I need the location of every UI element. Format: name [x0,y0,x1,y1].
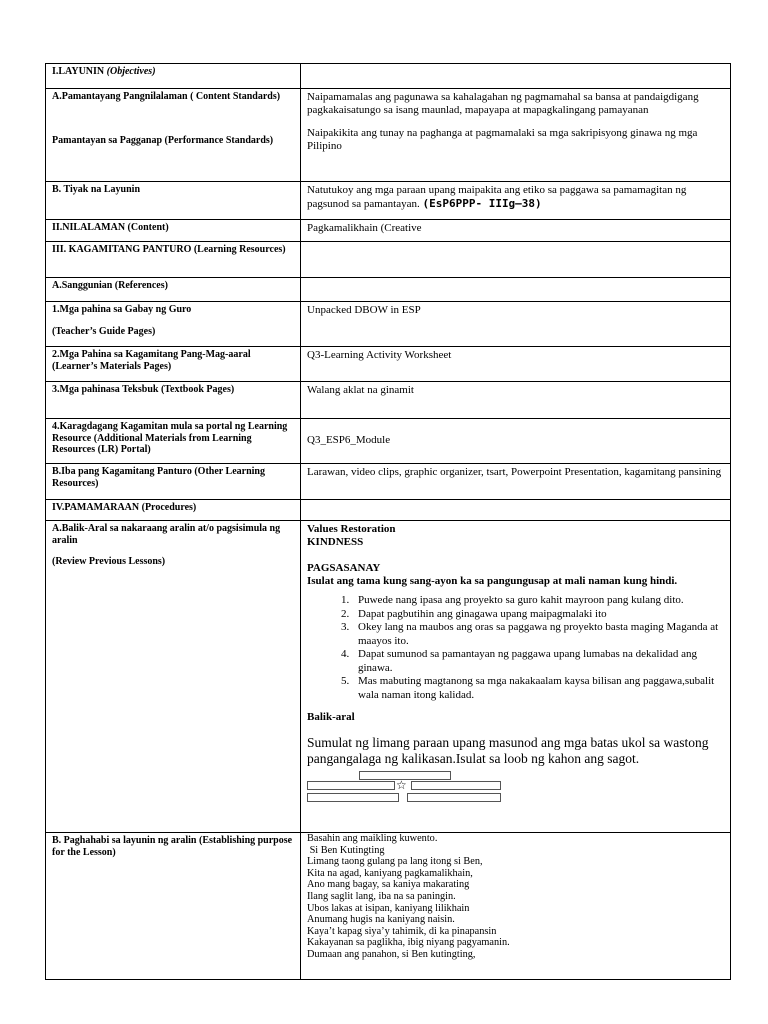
answer-box-bottom-left[interactable] [307,793,399,802]
row-teksbuk [46,382,731,419]
row-kagamitang-pang-mag-aaral [46,347,731,382]
value-pamamaraan [301,500,731,521]
value-kagamitang-panturo [301,242,731,278]
row-pamantayan [46,89,731,182]
poem-line: Ilang saglit lang, iba na sa paningin. [307,890,456,902]
row-nilalaman [46,220,731,242]
label-pamantayang-pangnilalaman: A.Pamantayang Pangnilalaman ( Content Standards) [52,91,281,102]
label-nilalaman: II.NILALAMAN (Content) [46,220,301,242]
list-item: 5. Mas mabuting magtanong sa mga nakakaalam kaysa bilisan ang paggawa,subalit wala naman itong kalidad. [352,675,724,702]
tiyak-na-layunin-text: Natutukoy ang mga paraan upang maipakita ang etiko sa paggawa sa pamamagitan ng pagsunod sa pamantayan. [307,184,687,210]
values-restoration: Values Restoration [307,523,396,535]
balik-aral-heading: Balik-aral [307,711,355,723]
row-iba-pang-kagamitan [46,464,731,500]
row-gabay-ng-guro [46,302,731,347]
poem-line: Kakayanan sa paglikha, ibig niyang pagyamanin. [307,937,510,949]
kindness: KINDNESS [307,536,364,548]
value-iba-pang-kagamitan: Larawan, video clips, graphic organizer, tsart, Powerpoint Presentation, kagamitang pansining [301,464,731,500]
label-balik-aral-main: A.Balik-Aral sa nakaraang aralin at/o pagsisimula ng aralin [52,523,281,546]
poem-line: Ano mang bagay, sa kaniya makarating [307,879,470,891]
star-icon: ☆ [396,778,407,792]
poem-line: Limang taong gulang pa lang itong si Ben, [307,856,483,868]
value-kagamitang-pang-mag-aaral: Q3-Learning Activity Worksheet [301,347,731,382]
value-pamantayan [301,89,731,182]
poem-line: Kaya’t kapag siya’y tahimik, di ka pinapansin [307,925,497,937]
answer-box-left[interactable] [307,781,395,790]
value-nilalaman: Pagkamalikhain (Creative [301,220,731,242]
label-paghahabi: B. Paghahabi sa layunin ng aralin (Establishing purpose for the Lesson) [46,833,301,980]
list-item: 1. Puwede nang ipasa ang proyekto sa guro kahit mayroon pang kulang dito. [352,594,724,608]
label-karagdagang-kagamitan: 4.Karagdagang Kagamitan mula sa portal ng Learning Resource (Additional Materials from Learning Resources (LR) Portal) [46,419,301,464]
pagsasanay-instruction: Isulat ang tama kung sang-ayon ka sa pangungusap at mali naman kung hindi. [307,575,678,587]
value-sanggunian [301,278,731,302]
poem-line: Dumaan ang panahon, si Ben kutingting, [307,948,476,960]
row-layunin [46,64,731,89]
poem-line: Ubos lakas at isipan, kaniyang lilikhain [307,902,470,914]
label-pamamaraan: IV.PAMAMARAAN (Procedures) [46,500,301,521]
row-karagdagang-kagamitan [46,419,731,464]
value-layunin [301,64,731,89]
label-gabay-ng-guro-main: 1.Mga pahina sa Gabay ng Guro [52,304,192,315]
answer-box-bottom-right[interactable] [407,793,501,802]
list-item: 4. Dapat sumunod sa pamantayan ng paggawa upang lumabas na dekalidad ang ginawa. [352,648,724,675]
pagsasanay-list [307,594,724,702]
label-sanggunian: A.Sanggunian (References) [46,278,301,302]
poem-line: Basahin ang maikling kuwento. [307,833,438,844]
list-item: 3. Okey lang na maubos ang oras sa paggawa ng proyekto basta maging Maganda at maayos ito. [352,621,724,648]
label-pamantayan [46,89,301,182]
lesson-plan-table [45,63,731,980]
row-balik-aral [46,521,731,833]
value-balik-aral [301,521,731,833]
label-gabay-ng-guro-sub: (Teacher’s Guide Pages) [52,325,156,337]
value-gabay-ng-guro: Unpacked DBOW in ESP [301,302,731,347]
value-paghahabi [301,833,731,980]
poem-line: Si Ben Kutingting [307,844,385,856]
label-kagamitang-pang-mag-aaral: 2.Mga Pahina sa Kagamitang Pang-Mag-aaral (Learner’s Materials Pages) [46,347,301,382]
row-tiyak-na-layunin [46,182,731,220]
row-sanggunian [46,278,731,302]
label-layunin [46,64,301,89]
row-pamamaraan [46,500,731,521]
list-item: 2. Dapat pagbutihin ang ginagawa upang maipagmalaki ito [352,608,724,622]
label-tiyak-na-layunin: B. Tiyak na Layunin [46,182,301,220]
label-layunin-bold: I.LAYUNIN [52,66,105,77]
answer-boxes [307,771,724,805]
label-gabay-ng-guro [46,302,301,347]
pagsasanay-heading: PAGSASANAY [307,562,381,574]
answer-box-right[interactable] [411,781,501,790]
label-teksbuk: 3.Mga pahinasa Teksbuk (Textbook Pages) [46,382,301,419]
label-iba-pang-kagamitan: B.Iba pang Kagamitang Panturo (Other Learning Resources) [46,464,301,500]
label-balik-aral [46,521,301,833]
value-karagdagang-kagamitan: Q3_ESP6_Module [301,419,731,464]
label-balik-aral-sub: (Review Previous Lessons) [52,556,166,567]
label-pamantayan-sa-pagganap: Pamantayan sa Pagganap (Performance Standards) [52,134,274,146]
poem-line: Anumang hugis na kaniyang naisin. [307,914,455,926]
tiyak-na-layunin-code: (EsP6PPP- IIIg–38) [422,197,542,210]
poem-line: Kita na agad, kaniyang pagkamalikhain, [307,867,473,879]
value-pamantayan-sa-pagganap: Naipakikita ang tunay na paghanga at pagmamalaki sa mga sakripisyong ginawa ng mga Pilipino [307,127,698,152]
label-kagamitang-panturo: III. KAGAMITANG PANTURO (Learning Resources) [46,242,301,278]
label-layunin-italic: (Objectives) [104,66,156,77]
value-pamantayang-pangnilalaman: Naipamamalas ang pagunawa sa kahalagahan ng pagmamahal sa bansa at pandaigdigang pagkakaisatungo sa isang maunlad, mapayapa at mapagkalingang pamayanan [307,91,699,116]
row-kagamitang-panturo [46,242,731,278]
row-paghahabi [46,833,731,980]
value-teksbuk: Walang aklat na ginamit [301,382,731,419]
balik-aral-text: Sumulat ng limang paraan upang masunod ang mga batas ukol sa wastong pangangalaga ng kalikasan.Isulat sa loob ng kahon ang sagot. [307,735,709,766]
value-tiyak-na-layunin [301,182,731,220]
